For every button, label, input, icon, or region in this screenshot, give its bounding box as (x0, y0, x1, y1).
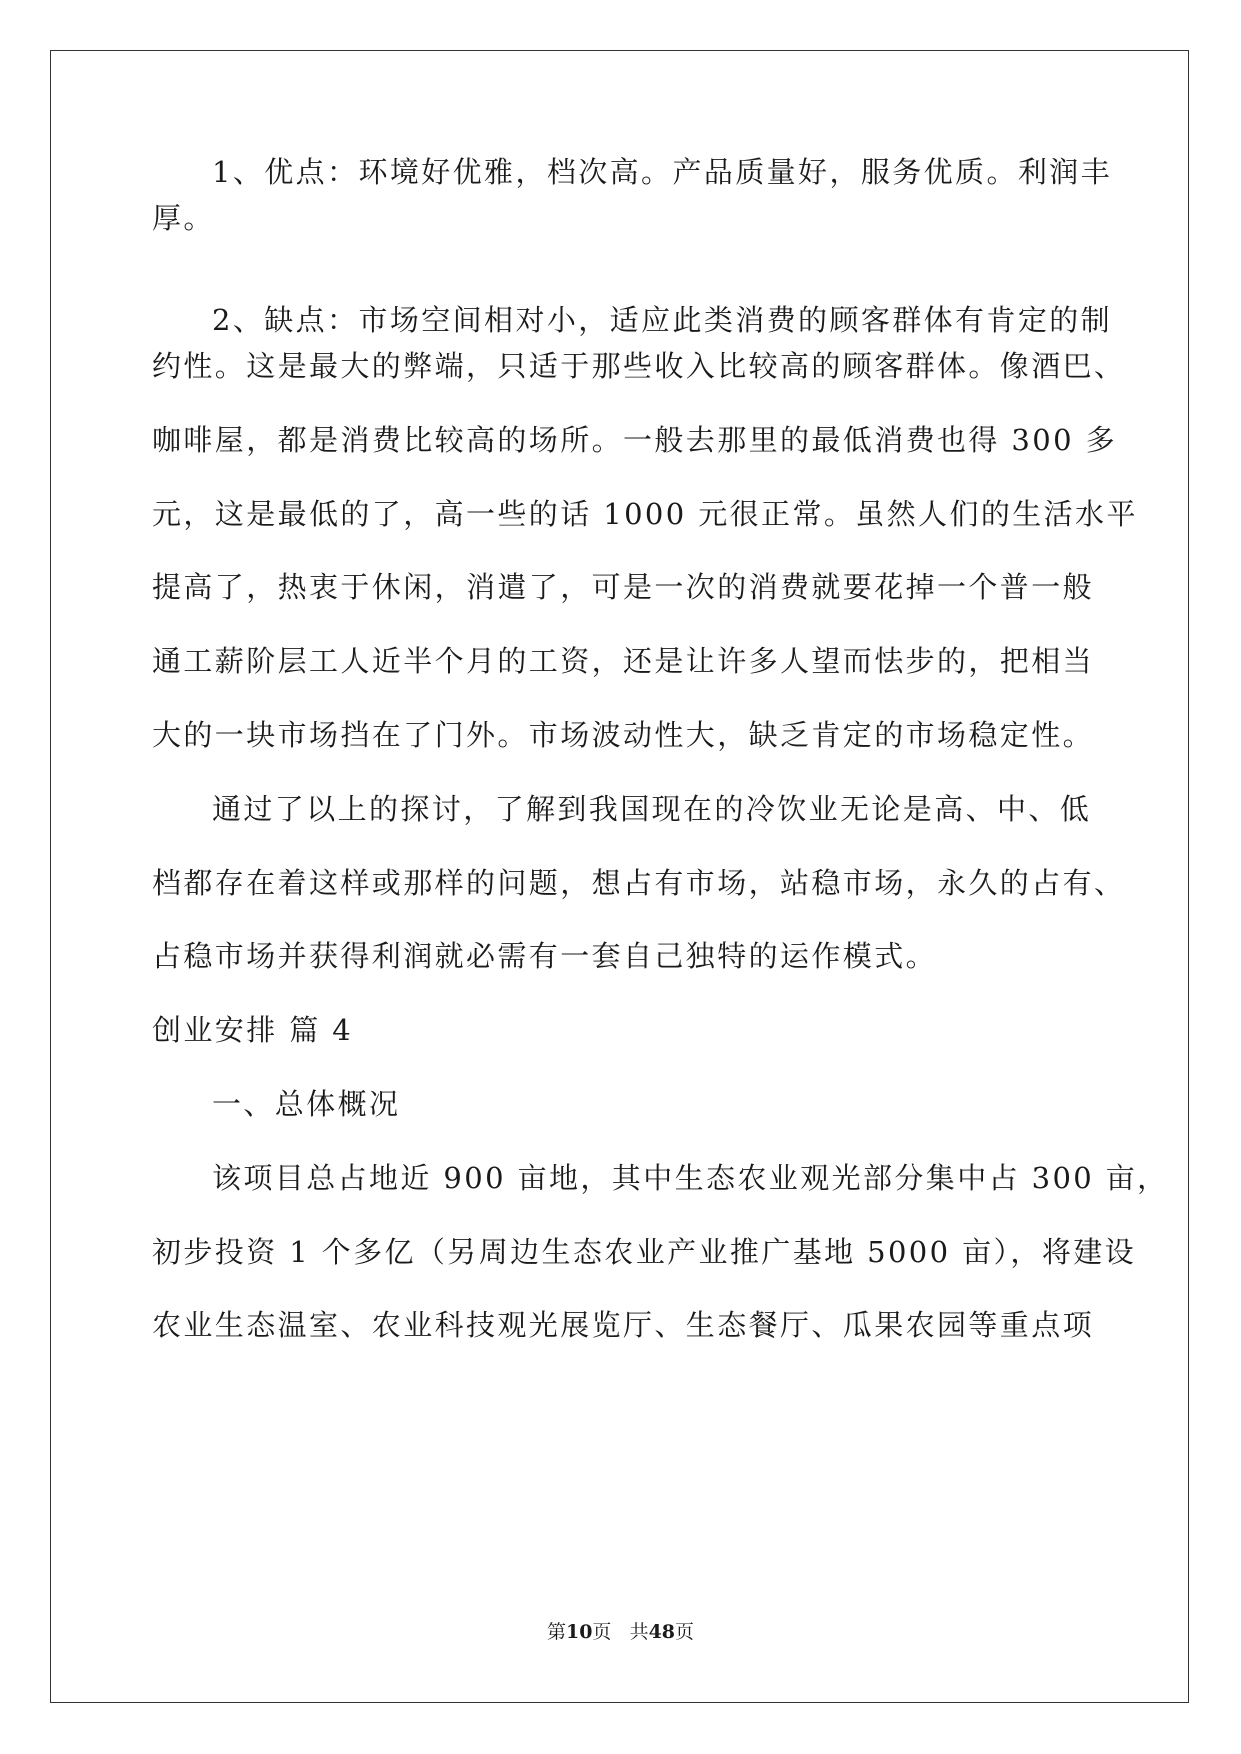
paragraph-line: 约性。这是最大的弊端，只适于那些收入比较高的顾客群体。像酒巴、 (152, 349, 1126, 383)
paragraph-line: 厚。 (152, 201, 215, 235)
footer-page-unit: 页 (592, 1621, 612, 1643)
paragraph-line: 初步投资 1 个多亿（另周边生态农业产业推广基地 5000 亩），将建设 (152, 1235, 1137, 1269)
paragraph-line: 咖啡屋，都是消费比较高的场所。一般去那里的最低消费也得 300 多 (152, 423, 1117, 457)
paragraph-line: 通过了以上的探讨，了解到我国现在的冷饮业无论是高、中、低 (212, 792, 1092, 826)
current-page-number: 10 (565, 1621, 593, 1643)
footer-total-prefix: 共 (629, 1621, 649, 1643)
paragraph-line: 提高了，热衷于休闲，消遣了，可是一次的消费就要花掉一个普一般 (152, 570, 1095, 604)
subsection-heading: 一、总体概况 (212, 1087, 401, 1121)
paragraph-line: 通工薪阶层工人近半个月的工资，还是让许多人望而怯步的，把相当 (152, 644, 1095, 678)
paragraph-line: 1、优点：环境好优雅，档次高。产品质量好，服务优质。利润丰 (212, 155, 1113, 189)
paragraph-line: 大的一块市场挡在了门外。市场波动性大，缺乏肯定的市场稳定性。 (152, 718, 1095, 752)
paragraph-line: 元，这是最低的了，高一些的话 1000 元很正常。虽然人们的生活水平 (152, 497, 1138, 531)
paragraph-line: 2、缺点：市场空间相对小，适应此类消费的顾客群体有肯定的制 (212, 303, 1113, 337)
section-heading: 创业安排 篇 4 (152, 1013, 354, 1047)
page-footer (0, 1620, 1241, 1644)
total-pages-number: 48 (648, 1621, 676, 1643)
paragraph-line: 占稳市场并获得利润就必需有一套自己独特的运作模式。 (152, 939, 938, 973)
footer-prefix: 第 (546, 1621, 566, 1643)
paragraph-line: 该项目总占地近 900 亩地，其中生态农业观光部分集中占 300 亩， (212, 1161, 1169, 1195)
paragraph-line: 农业生态温室、农业科技观光展览厅、生态餐厅、瓜果农园等重点项 (152, 1308, 1095, 1342)
footer-total-unit: 页 (675, 1621, 695, 1643)
paragraph-line: 档都存在着这样或那样的问题，想占有市场，站稳市场，永久的占有、 (152, 866, 1126, 900)
